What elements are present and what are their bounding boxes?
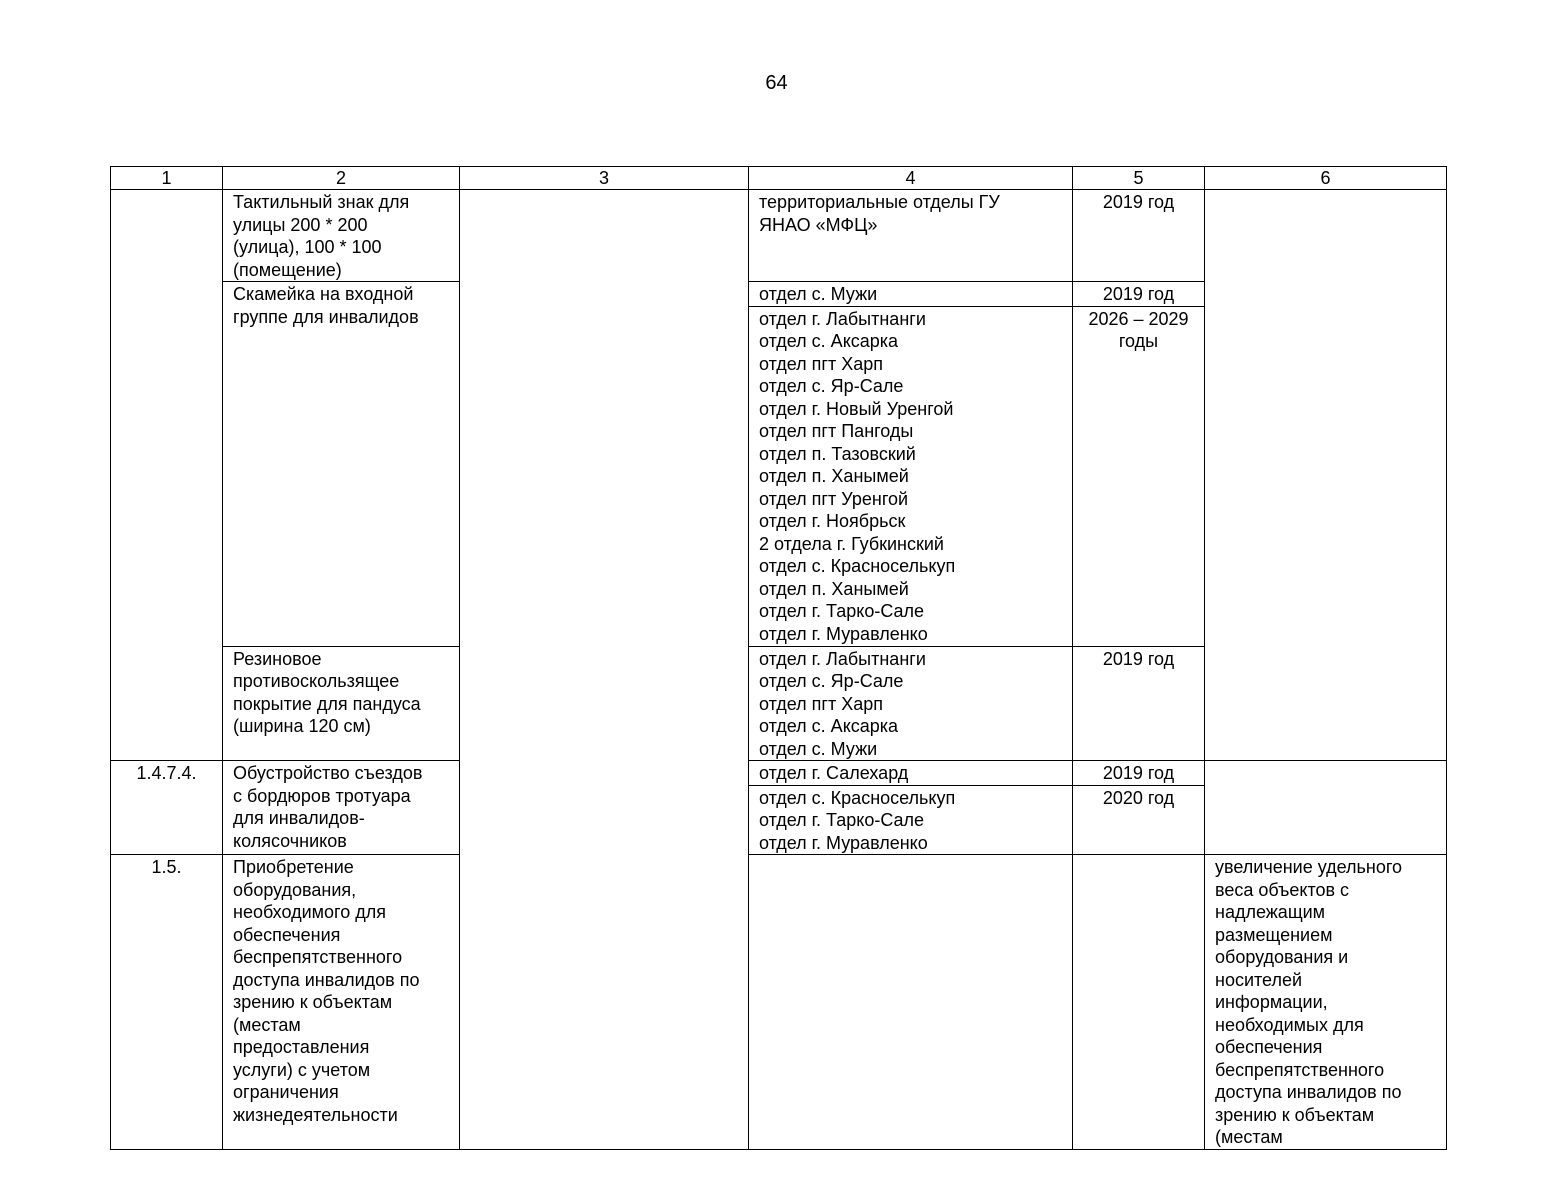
column-header-6: 6 bbox=[1205, 167, 1447, 190]
item-name-cell: Приобретение оборудования, необходимого для обеспечения беспрепятственного доступа инвалидов по зрению к объектам (местам предоставления услуги) с учетом ограничения жизнедеятельности bbox=[223, 855, 460, 1150]
column-header-5: 5 bbox=[1073, 167, 1205, 190]
offices-cell: территориальные отделы ГУ ЯНАО «МФЦ» bbox=[749, 190, 1073, 282]
table-row bbox=[111, 855, 1447, 1150]
item-name-cell: Обустройство съездов с бордюров тротуара для инвалидов- колясочников bbox=[223, 761, 460, 855]
offices-cell bbox=[749, 855, 1073, 1150]
item-number-cell: 1.5. bbox=[111, 855, 223, 1150]
item-number-cell bbox=[111, 190, 223, 761]
page-number: 64 bbox=[765, 72, 788, 94]
year-cell: 2020 год bbox=[1073, 785, 1205, 855]
column-header-3: 3 bbox=[460, 167, 749, 190]
column-header-1: 1 bbox=[111, 167, 223, 190]
year-cell: 2026 – 2029 годы bbox=[1073, 306, 1205, 646]
year-cell: 2019 год bbox=[1073, 646, 1205, 761]
offices-cell: отдел с. Мужи bbox=[749, 282, 1073, 307]
offices-cell: отдел г. Салехард bbox=[749, 761, 1073, 786]
result-cell: увеличение удельного веса объектов с надлежащим размещением оборудования и носителей информации, необходимых для обеспечения беспрепятственного доступа инвалидов по зрению к объектам (местам bbox=[1205, 855, 1447, 1150]
table-header-row bbox=[111, 167, 1447, 190]
item-name-cell: Тактильный знак для улицы 200 * 200 (улица), 100 * 100 (помещение) bbox=[223, 190, 460, 282]
item-name-cell: Резиновое противоскользящее покрытие для пандуса (ширина 120 см) bbox=[223, 646, 460, 761]
year-cell bbox=[1073, 855, 1205, 1150]
offices-cell: отдел г. Лабытнанги отдел с. Яр-Сале отдел пгт Харп отдел с. Аксарка отдел с. Мужи bbox=[749, 646, 1073, 761]
result-cell bbox=[1205, 761, 1447, 855]
column-3-cell bbox=[460, 190, 749, 1150]
column-header-4: 4 bbox=[749, 167, 1073, 190]
offices-cell: отдел г. Лабытнанги отдел с. Аксарка отдел пгт Харп отдел с. Яр-Сале отдел г. Новый Уренгой отдел пгт Пангоды отдел п. Тазовский отдел п. Ханымей отдел пгт Уренгой отдел г. Ноябрьск 2 отдела г. Губкинский отдел с. Красноселькуп отдел п. Ханымей отдел г. Тарко-Сале отдел г. Муравленко bbox=[749, 306, 1073, 646]
table-row bbox=[111, 761, 1447, 786]
year-cell: 2019 год bbox=[1073, 761, 1205, 786]
column-header-2: 2 bbox=[223, 167, 460, 190]
item-name-cell: Скамейка на входной группе для инвалидов bbox=[223, 282, 460, 647]
year-cell: 2019 год bbox=[1073, 282, 1205, 307]
offices-cell: отдел с. Красноселькуп отдел г. Тарко-Сале отдел г. Муравленко bbox=[749, 785, 1073, 855]
year-cell: 2019 год bbox=[1073, 190, 1205, 282]
measures-table bbox=[110, 166, 1447, 1150]
table-row bbox=[111, 190, 1447, 282]
item-number-cell: 1.4.7.4. bbox=[111, 761, 223, 855]
result-cell bbox=[1205, 190, 1447, 761]
